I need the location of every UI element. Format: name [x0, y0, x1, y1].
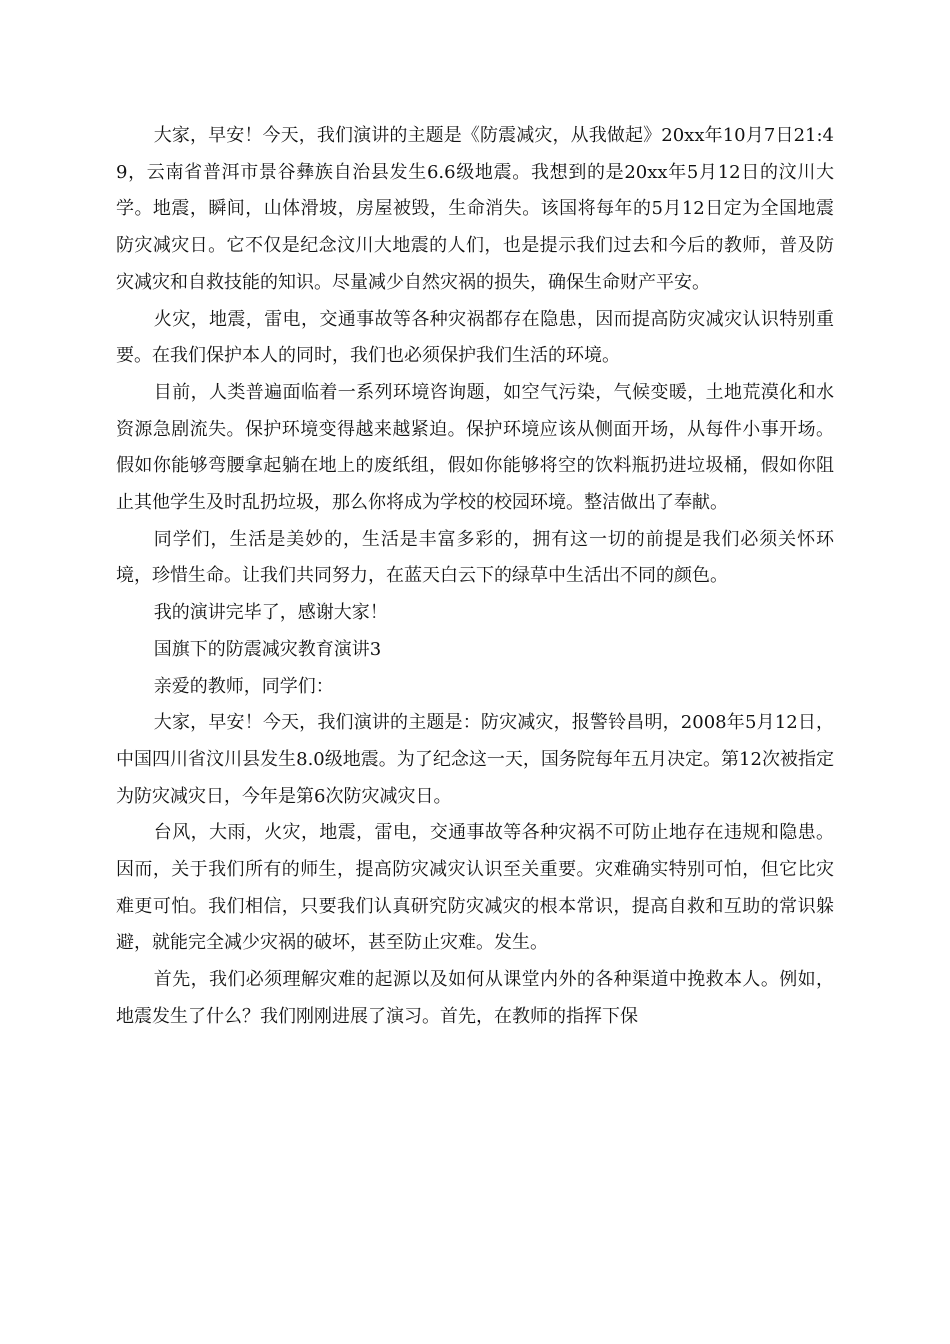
paragraph: 目前，人类普遍面临着一系列环境咨询题，如空气污染，气候变暖，土地荒漠化和水资源急剧流失。保护环境变得越来越紧迫。保护环境应该从侧面开场，从每件小事开场。假如你能够弯腰拿起躺在地上的废纸组，假如你能够将空的饮料瓶扔进垃圾桶，假如你阻止其他学生及时乱扔垃圾，那么你将成为学校的校园环境。整洁做出了奉献。 — [116, 381, 834, 514]
paragraph: 火灾，地震，雷电，交通事故等各种灾祸都存在隐患，因而提高防灾减灾认识特别重要。在我们保护本人的同时，我们也必须保护我们生活的环境。 — [116, 308, 834, 367]
document-body — [116, 118, 834, 1036]
closing-line: 我的演讲完毕了，感谢大家！ — [153, 602, 388, 624]
paragraph: 大家，早安！今天，我们演讲的主题是：防灾减灾，报警铃昌明，2008年5月12日，中国四川省汶川县发生8.0级地震。为了纪念这一天，国务院每年五月决定。第12次被指定为防灾减灾日，今年是第6次防灾减灾日。 — [116, 712, 834, 807]
paragraph: 同学们，生活是美妙的，生活是丰富多彩的，拥有这一切的前提是我们必须关怀环境，珍惜生命。让我们共同努力，在蓝天白云下的绿草中生活出不同的颜色。 — [116, 528, 834, 587]
salutation: 亲爱的教师，同学们： — [153, 675, 334, 697]
paragraph: 大家，早安！今天，我们演讲的主题是《防震减灾，从我做起》20xx年10月7日21:49，云南省普洱市景谷彝族自治县发生6.6级地震。我想到的是20xx年5月12日的汶川大学。地震，瞬间，山体滑坡，房屋被毁，生命消失。该国将每年的5月12日定为全国地震防灾减灾日。它不仅是纪念汶川大地震的人们，也是提示我们过去和今后的教师，普及防灾减灾和自救技能的知识。尽量减少自然灾祸的损失，确保生命财产平安。 — [116, 125, 834, 293]
paragraph: 首先，我们必须理解灾难的起源以及如何从课堂内外的各种渠道中挽救本人。例如，地震发生了什么？我们刚刚进展了演习。首先，在教师的指挥下保 — [116, 969, 834, 1027]
paragraph: 台风，大雨，火灾，地震，雷电，交通事故等各种灾祸不可防止地存在违规和隐患。因而，关于我们所有的师生，提高防灾减灾认识至关重要。灾难确实特别可怕，但它比灾难更可怕。我们相信，只要我们认真研究防灾减灾的根本常识，提高自救和互助的常识躲避，就能完全减少灾祸的破坏，甚至防止灾难。发生。 — [116, 822, 834, 954]
section-heading: 国旗下的防震减灾教育演讲3 — [153, 638, 382, 660]
